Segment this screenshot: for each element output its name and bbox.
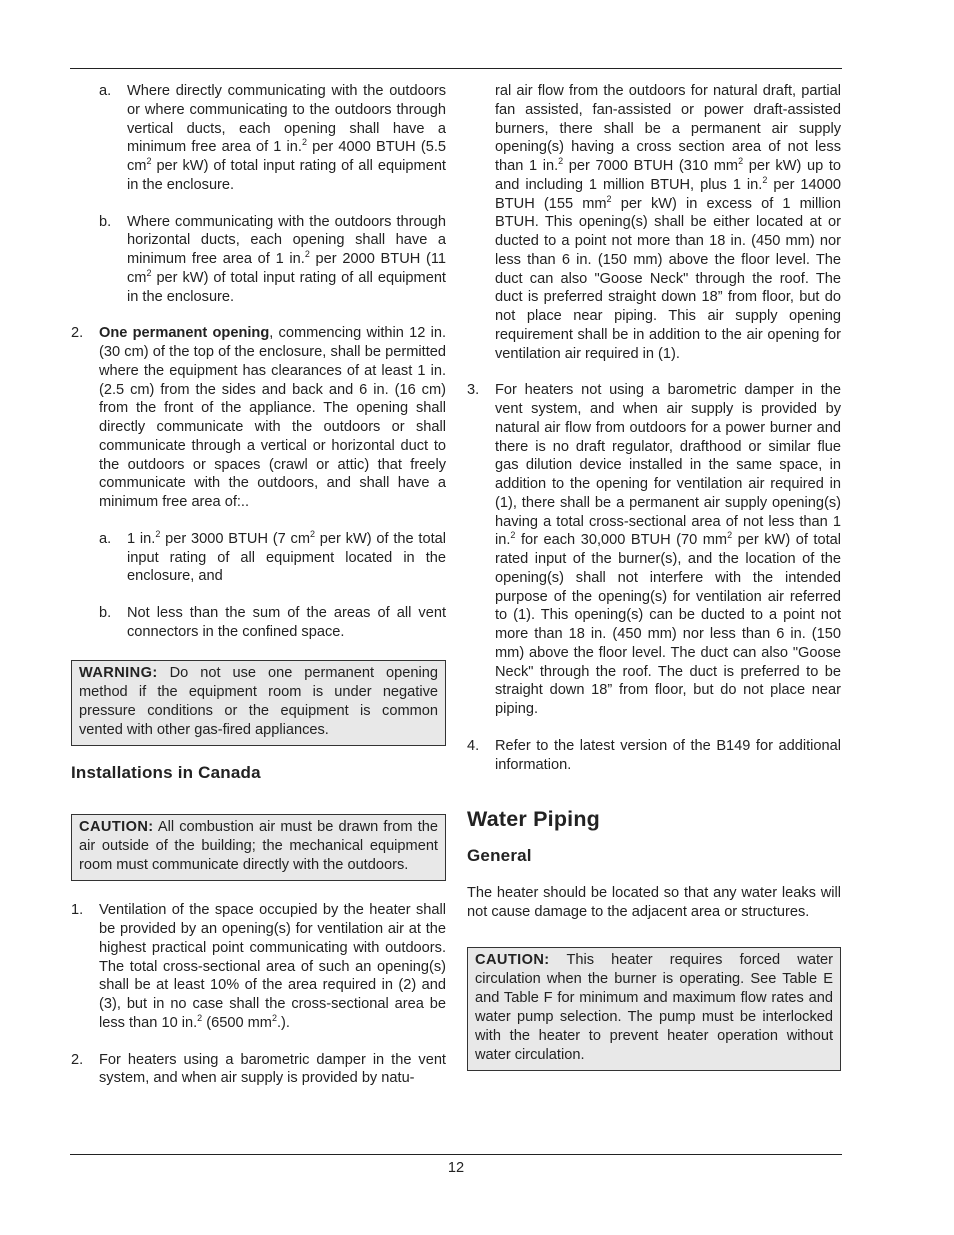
caution-label: CAUTION: xyxy=(79,819,154,836)
list-item-2-b: b. Not less than the sum of the areas of all vent connectors in the confined space. xyxy=(99,605,446,640)
caution-box-water-circulation: CAUTION: This heater requires forced water circulation when the burner is operating. See Table E and Table F for minimum and maximum flow rates and water pump selection. The pump must be interlocked with the heater to prevent heater operation without water circulation. xyxy=(467,947,841,1071)
list-item-canada-4: 4. Refer to the latest version of the B149 for additional information. xyxy=(467,737,841,773)
right-column xyxy=(467,82,841,1071)
section-heading-canada: Installations in Canada xyxy=(71,762,261,782)
warning-box: WARNING: Do not use one permanent opening method if the equipment room is under negative pressure conditions or the equipment is common vented with other gas-fired appliances. xyxy=(71,660,446,746)
general-paragraph: The heater should be located so that any water leaks will not cause damage to the adjacent area or structures. xyxy=(467,884,841,920)
caution-label: CAUTION: xyxy=(475,952,550,969)
top-rule xyxy=(70,68,842,69)
list-item-canada-2: 2. For heaters using a barometric damper in the vent system, and when air supply is provided by natu- xyxy=(71,1051,446,1087)
caution-box-combustion-air: CAUTION: All combustion air must be drawn from the air outside of the building; the mechanical equipment room must communicate directly with the outdoors. xyxy=(71,814,446,881)
list-item-2b-horizontal-ducts: b. Where communicating with the outdoors through horizontal ducts, each opening shall have a minimum free area of 1 in.$^2$ per 2000 BTUH (11 $cm^2$ per kW) of total input rating of all equipment in the enclosure. xyxy=(99,213,446,305)
left-column xyxy=(71,82,446,1088)
section-heading-water-piping: Water Piping xyxy=(467,807,600,832)
list-item-2a-vertical-ducts: a. Where directly communicating with the outdoors or where communicating to the outdoors through vertical ducts, each opening shall have a minimum free area of 1 in.$^2$ per 4000 BTUH (5.5 $cm^2$ per kW) of total input rating of all equipment in the enclosure. xyxy=(99,83,446,193)
list-item-one-permanent-opening: 2. One permanent opening, commencing within 12 in. (30 cm) of the top of the enclosure, shall be permitted where the equipment has clearances of at least 1 in. (2.5 cm) from the sides and back and 6 in. (16 cm) from the front of the appliance. The opening shall directly communicate with the outdoors or shall communicate through a vertical or horizontal duct to the outdoors or spaces (crawl or attic) that freely communicate with the outdoors, and shall have a minimum free area of:.. xyxy=(71,325,447,510)
bottom-rule xyxy=(70,1154,842,1155)
subsection-heading-general: General xyxy=(467,846,532,865)
list-item-2-a: a. 1 in.$^2$ per 3000 BTUH (7 $cm^2$ per kW) of the total input rating of all equipment located in the enclosure, and xyxy=(99,528,446,585)
bold-term: One permanent opening xyxy=(99,325,270,342)
list-item-canada-2-continued: ral air flow from the outdoors for natural draft, partial fan assisted, fan-assisted or power draft-assisted burners, there shall be a permanent air supply opening(s) having a cross section area of not less than 1 in.$^2$ per 7000 BTUH (310 $mm^2$ per kW) up to and including 1 million BTUH, plus 1 in.$^2$ per 14000 BTUH (155 $mm^2$ per kW) in excess of 1 million BTUH. This opening(s) shall be either located at or ducted to a point not more than 18 in. (450 mm) nor less than 6 in. (150 mm) above the floor level. The duct can also "Goose Neck" through the roof. The duct is preferred straight down 18” from floor, but do not place near piping. This air supply opening requirement shall be in addition to the air opening for ventilation air required in (1). xyxy=(495,83,842,362)
page-number: 12 xyxy=(447,1160,465,1176)
list-item-canada-1: 1. Ventilation of the space occupied by the heater shall be provided by an opening(s) for ventilation air at the highest practical point communicating with outdoors. The total cross-sectional area of such an opening(s) shall be at least 10% of the area required in (2) and (3), but in no case shall the cross-sectional area be less than 10 in.$^2$ (6500 $mm^2$.). xyxy=(71,902,446,1031)
list-item-canada-3: 3. For heaters not using a barometric damper in the vent system, and when air supply is provided by natural air flow from outdoors for a power burner and there is no draft regulator, drafthood or similar flue gas dilution device installed in the same space, in addition to the opening for ventilation air required in (1), there shall be a permanent air supply opening(s) having a total cross-sectional area of not less than 1 in.$^2$ for each 30,000 BTUH (70 $mm^2$ per kW) of total rated input of the burner(s), and the location of the opening(s) shall not interfere with the intended purpose of the opening(s) for ventilation air referred to (1). This opening(s) can be ducted to a point not more than 18 in. (450 mm) nor less than 6 in. (150 mm) above the floor level. The duct can also "Goose Neck" through the roof. The duct is preferred to be straight down 18” from floor, but do not place near piping. xyxy=(467,382,841,717)
warning-label: WARNING: xyxy=(79,664,158,681)
